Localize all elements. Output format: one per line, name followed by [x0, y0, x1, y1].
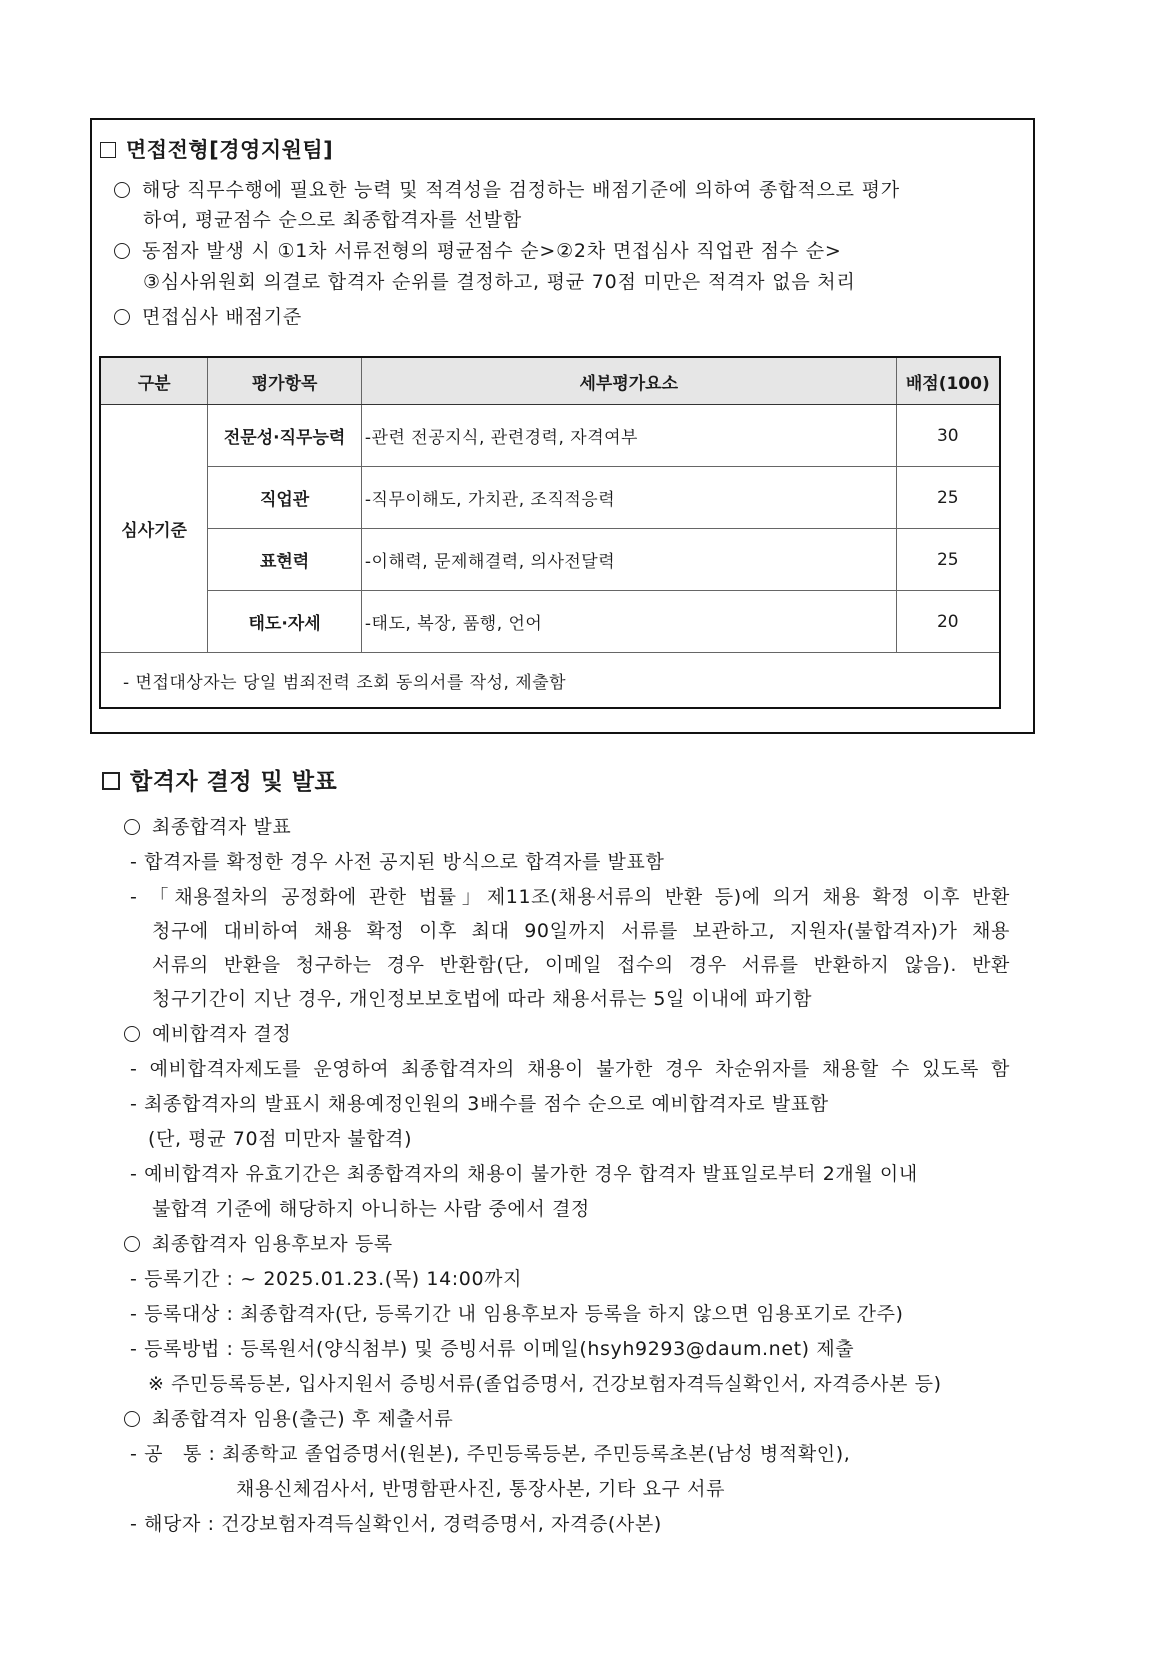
list-item: - 합격자를 확정한 경우 사전 공지된 방식으로 합격자를 발표함 — [130, 851, 665, 873]
header-category: 구분 — [100, 357, 208, 405]
list-item-continued: 채용신체검사서, 반명함판사진, 통장사본, 기타 요구 서류 — [236, 1478, 726, 1500]
score-cell: 25 — [896, 529, 1000, 591]
list-item: - 해당자 : 건강보험자격득실확인서, 경력증명서, 자격증(사본) — [130, 1513, 662, 1535]
circle-bullet-icon — [124, 1026, 140, 1042]
list-item: - 공 통 : 최종학교 졸업증명서(원본), 주민등록등본, 주민등록초본(남성 병적확인), — [130, 1443, 851, 1465]
table-row — [100, 405, 1000, 467]
list-item: - 최종합격자의 발표시 채용예정인원의 3배수를 점수 순으로 예비합격자로 발표함 — [130, 1093, 829, 1115]
table-header-row — [100, 357, 1000, 405]
table-row — [100, 591, 1000, 653]
header-item: 평가항목 — [208, 357, 362, 405]
detail-cell: -태도, 복장, 품행, 언어 — [361, 591, 896, 653]
bullet-line-continued: ③심사위원회 의결로 합격자 순위를 결정하고, 평균 70점 미만은 적격자 없음 처리 — [143, 271, 856, 293]
bullet-line: 면접심사 배점기준 — [114, 305, 302, 329]
list-item: - 「채용절차의 공정화에 관한 법률」제11조(채용서류의 반환 등)에 의거 채용 확정 이후 반환 — [130, 886, 1010, 908]
bullet-line-continued: 하여, 평균점수 순으로 최종합격자를 선발함 — [143, 209, 522, 231]
table-row — [100, 467, 1000, 529]
list-item-continued: 불합격 기준에 해당하지 아니하는 사람 중에서 결정 — [152, 1198, 590, 1220]
section-title-interview: 면접전형[경영지원팀] — [100, 134, 333, 164]
score-cell: 25 — [896, 467, 1000, 529]
score-cell: 30 — [896, 405, 1000, 467]
table-note: - 면접대상자는 당일 범죄전력 조회 동의서를 작성, 제출함 — [100, 653, 1000, 709]
table-row — [100, 529, 1000, 591]
list-item: - 등록기간 : ~ 2025.01.23.(목) 14:00까지 — [130, 1268, 523, 1290]
list-item: - 예비합격자제도를 운영하여 최종합격자의 채용이 불가한 경우 차순위자를 채용할 수 있도록 함 — [130, 1058, 1010, 1080]
bullet-line: 동점자 발생 시 ①1차 서류전형의 평균점수 순>②2차 면접심사 직업관 점수 순> — [114, 239, 842, 263]
detail-cell: -이해력, 문제해결력, 의사전달력 — [361, 529, 896, 591]
detail-cell: -관련 전공지식, 관련경력, 자격여부 — [361, 405, 896, 467]
interview-section-box — [90, 118, 1035, 734]
subheading-reserve: 예비합격자 결정 — [124, 1021, 291, 1047]
category-cell: 심사기준 — [100, 405, 208, 653]
item-cell: 전문성·직무능력 — [208, 405, 362, 467]
subheading-final-announcement: 최종합격자 발표 — [124, 814, 291, 840]
circle-bullet-icon — [114, 243, 130, 259]
item-cell: 태도·자세 — [208, 591, 362, 653]
bullet-line: 해당 직무수행에 필요한 능력 및 적격성을 검정하는 배점기준에 의하여 종합적으로 평가 — [114, 178, 900, 202]
item-cell: 표현력 — [208, 529, 362, 591]
circle-bullet-icon — [114, 309, 130, 325]
circle-bullet-icon — [114, 182, 130, 198]
header-detail: 세부평가요소 — [361, 357, 896, 405]
score-cell: 20 — [896, 591, 1000, 653]
subheading-documents: 최종합격자 임용(출근) 후 제출서류 — [124, 1406, 453, 1432]
interview-score-table — [99, 356, 1001, 709]
list-item-note: ※ 주민등록등본, 입사지원서 증빙서류(졸업증명서, 건강보험자격득실확인서, 자격증사본 등) — [148, 1373, 942, 1395]
circle-bullet-icon — [124, 819, 140, 835]
list-item-continued: 청구기간이 지난 경우, 개인정보보호법에 따라 채용서류는 5일 이내에 파기함 — [152, 988, 813, 1010]
list-item-continued: (단, 평균 70점 미만자 불합격) — [148, 1128, 413, 1150]
subheading-registration: 최종합격자 임용후보자 등록 — [124, 1231, 393, 1257]
detail-cell: -직무이해도, 가치관, 조직적응력 — [361, 467, 896, 529]
list-item-continued: 청구에 대비하여 채용 확정 이후 최대 90일까지 서류를 보관하고, 지원자(불합격자)가 채용 — [152, 920, 1010, 942]
list-item-continued: 서류의 반환을 청구하는 경우 반환함(단, 이메일 접수의 경우 서류를 반환하지 않음). 반환 — [152, 954, 1010, 976]
header-score: 배점(100) — [896, 357, 1000, 405]
checkbox-square-icon — [102, 772, 120, 790]
item-cell: 직업관 — [208, 467, 362, 529]
table-note-row — [100, 653, 1000, 709]
list-item: - 등록방법 : 등록원서(양식첨부) 및 증빙서류 이메일(hsyh9293@daum.net) 제출 — [130, 1338, 855, 1360]
list-item: - 등록대상 : 최종합격자(단, 등록기간 내 임용후보자 등록을 하지 않으면 임용포기로 간주) — [130, 1303, 904, 1325]
circle-bullet-icon — [124, 1236, 140, 1252]
checkbox-square-icon — [100, 142, 116, 158]
circle-bullet-icon — [124, 1411, 140, 1427]
section-title-results: 합격자 결정 및 발표 — [102, 763, 337, 796]
list-item: - 예비합격자 유효기간은 최종합격자의 채용이 불가한 경우 합격자 발표일로부터 2개월 이내 — [130, 1163, 918, 1185]
